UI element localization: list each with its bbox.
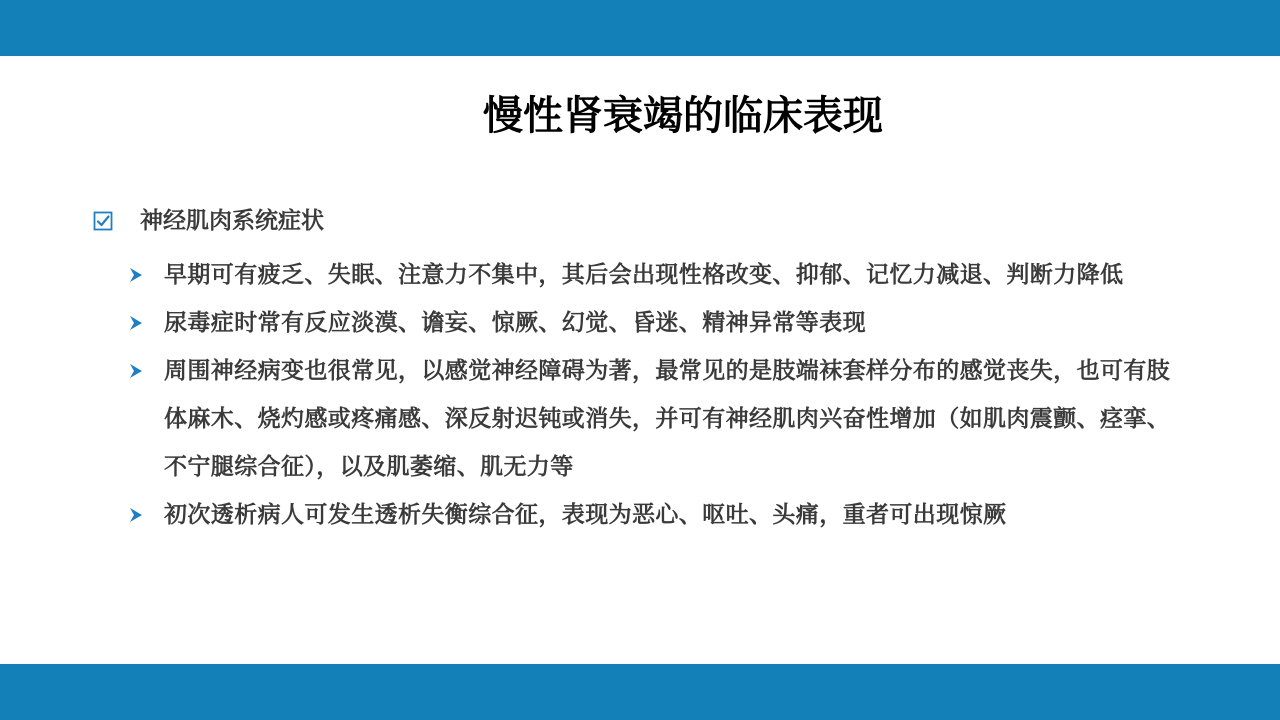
bullet-text: 尿毒症时常有反应淡漠、谵妄、惊厥、幻觉、昏迷、精神异常等表现 (164, 310, 866, 336)
section-heading (92, 204, 324, 238)
arrow-right-icon (128, 491, 164, 539)
bottom-banner-bar (0, 664, 1280, 720)
list-item (128, 251, 1188, 299)
bullet-text: 初次透析病人可发生透析失衡综合征，表现为恶心、呕吐、头痛，重者可出现惊厥 (164, 502, 1007, 528)
list-item (128, 491, 1188, 539)
list-item (128, 347, 1188, 491)
arrow-right-icon (128, 251, 164, 299)
checkbox-checked-icon (92, 210, 114, 232)
bullet-text: 早期可有疲乏、失眠、注意力不集中，其后会出现性格改变、抑郁、记忆力减退、判断力降低 (164, 262, 1124, 288)
top-banner-bar (0, 0, 1280, 56)
bullet-list (128, 251, 1188, 539)
slide-title: 慢性肾衰竭的临床表现 (483, 93, 883, 139)
arrow-right-icon (128, 299, 164, 347)
section-label: 神经肌肉系统症状 (140, 208, 324, 234)
list-item (128, 299, 1188, 347)
bullet-text: 周围神经病变也很常见，以感觉神经障碍为著，最常见的是肢端袜套样分布的感觉丧失，也可有肢体麻木、烧灼感或疼痛感、深反射迟钝或消失，并可有神经肌肉兴奋性增加（如肌肉震颤、痉挛、不宁腿综合征），以及肌萎缩、肌无力等 (164, 358, 1171, 480)
arrow-right-icon (128, 347, 164, 395)
